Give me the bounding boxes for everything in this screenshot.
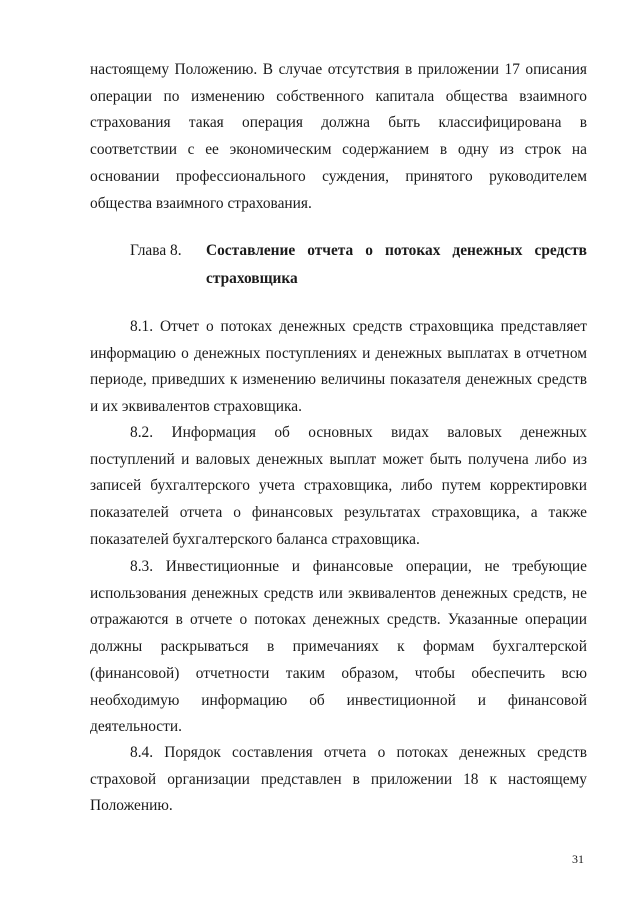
paragraph-8-1: 8.1. Отчет о потоках денежных средств страховщика представляет информацию о денежных поступлениях и денежных выплатах в отчетном периоде, приведших к изменению величины показателя денежных средств и их эквивалентов страховщика. <box>90 318 587 416</box>
chapter-number: Глава 8. <box>130 242 182 259</box>
paragraph-8-3: 8.3. Инвестиционные и финансовые операции, не требующие использования денежных средств или эквивалентов денежных средств, не отражаются в отчете о потоках денежных средств. Указанные операции должны раскрываться в примечаниях к формам бухгалтерской (финансовой) отчетности таким образом, чтобы обеспечить всю необходимую информацию об инвестиционной и финансовой деятельности. <box>90 558 587 736</box>
paragraph-8-4: 8.4. Порядок составления отчета о потоках денежных средств страховой организации представлен в приложении 18 к настоящему Положению. <box>90 744 587 815</box>
paragraph-continuation: настоящему Положению. В случае отсутствия в приложении 17 описания операции по изменению собственного капитала общества взаимного страхования такая операция должна быть классифицирована в соответствии с ее экономическим содержанием в одну из строк на основании профессионального суждения, принятого руководителем общества взаимного страхования. <box>90 61 587 212</box>
paragraph-8-2: 8.2. Информация об основных видах валовых денежных поступлений и валовых денежных выплат может быть получена либо из записей бухгалтерского учета страховщика, либо путем корректировки показателей отчета о финансовых результатах страховщика, а также показателей бухгалтерского баланса страховщика. <box>90 424 587 548</box>
page-number: 31 <box>572 852 584 866</box>
chapter-title: Составление отчета о потоках денежных средств страховщика <box>206 242 587 287</box>
